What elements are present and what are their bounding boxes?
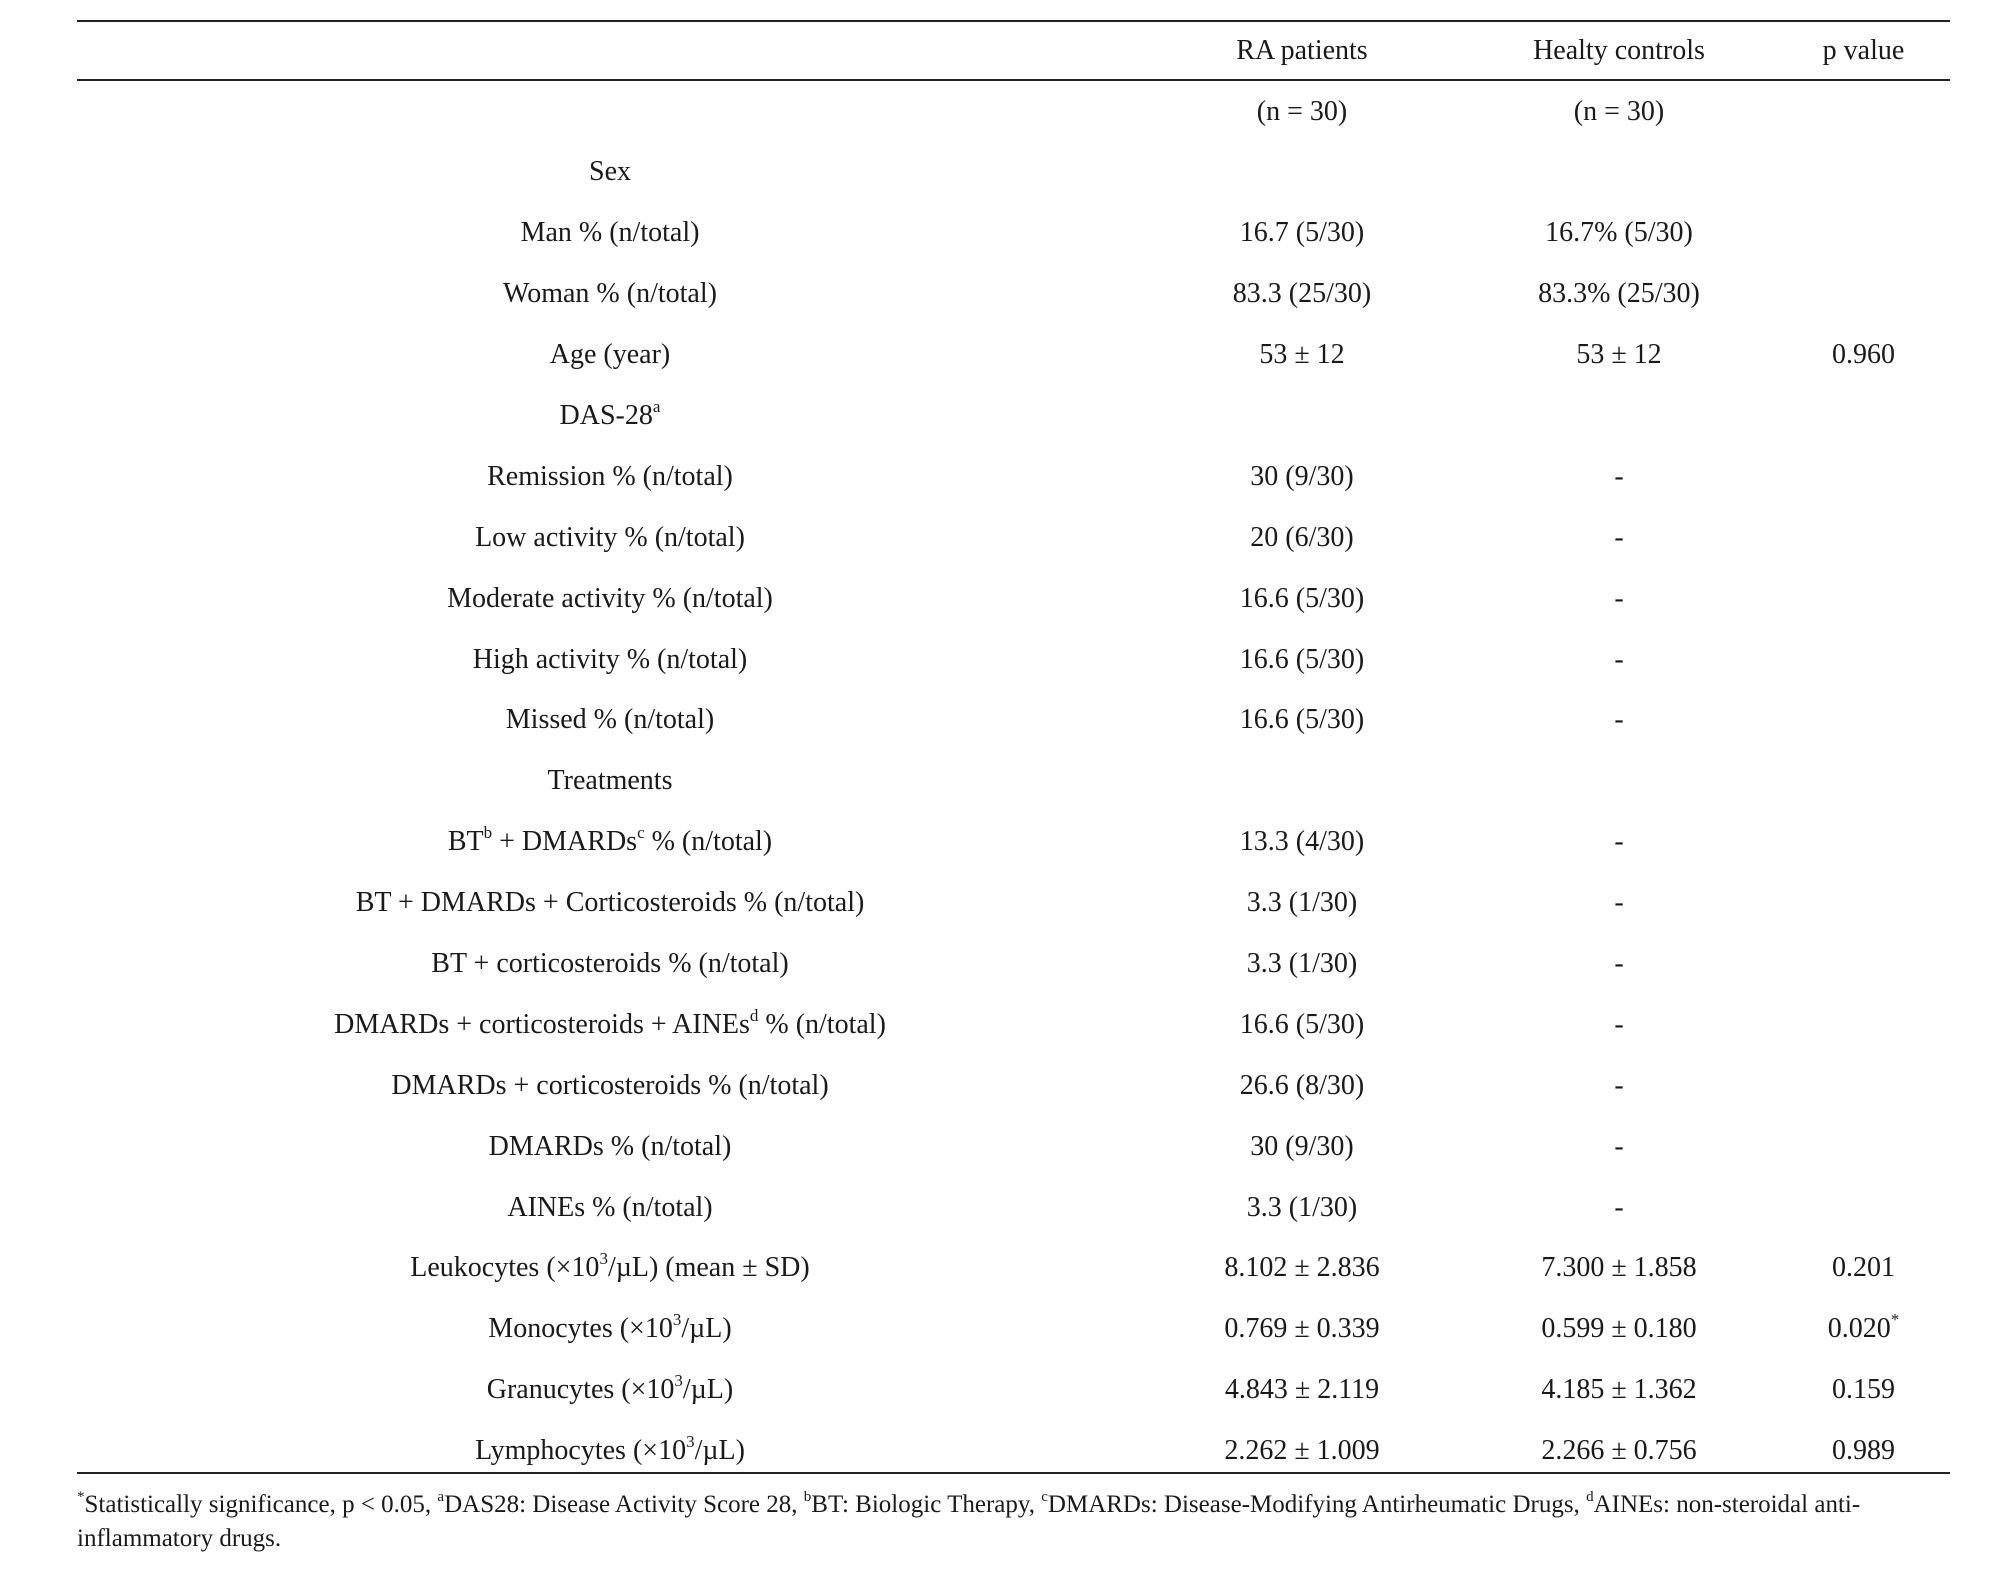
- row-label-part: /µL): [681, 1313, 732, 1345]
- ra-patients-value: 2.262 ± 1.009: [1224, 1435, 1380, 1467]
- row-label-cell: [77, 629, 1143, 690]
- p-value-cell: [1777, 142, 1950, 203]
- row-label-cell: [77, 1360, 1143, 1421]
- row-label-part: /µL): [682, 1374, 734, 1406]
- footnote-c-sup: c: [1041, 1488, 1048, 1505]
- p-value: 0.989: [1832, 1435, 1895, 1467]
- ra-patients-value: 3.3 (1/30): [1246, 948, 1358, 980]
- healthy-controls-value: -: [1614, 1191, 1624, 1223]
- row-label-superscript: 3: [672, 1310, 682, 1330]
- ra-patients-value: 8.102 ± 2.836: [1224, 1252, 1380, 1284]
- table-row: [77, 1055, 1950, 1116]
- p-value-cell: [1777, 994, 1950, 1055]
- p-value-cell: [1777, 203, 1950, 264]
- row-label-part: Granucytes (×10: [486, 1374, 675, 1406]
- bottom-rule: [77, 1472, 1950, 1474]
- row-label-part: Leukocytes (×10: [410, 1252, 600, 1284]
- table-row: [77, 812, 1950, 873]
- row-label: Low activity % (n/total): [475, 521, 745, 553]
- row-label-part: /µL): [694, 1435, 745, 1467]
- row-label-superscript: b: [483, 822, 493, 842]
- healthy-controls-value: -: [1614, 1130, 1624, 1162]
- row-label-cell: [77, 751, 1143, 812]
- p-value-cell: [1777, 386, 1950, 447]
- table-row: [77, 873, 1950, 934]
- n-p-cell: [1777, 82, 1950, 142]
- ra-patients-value: [1143, 386, 1461, 447]
- ra-patients-value: 4.843 ± 2.119: [1224, 1374, 1380, 1406]
- header-ra-patients: RA patients: [1236, 35, 1368, 66]
- healthy-controls-value: -: [1614, 1008, 1624, 1040]
- ra-patients-value: 16.7 (5/30): [1239, 217, 1365, 249]
- row-label-part: /µL) (mean ± SD): [607, 1252, 810, 1284]
- p-value: 0.020: [1827, 1313, 1891, 1345]
- row-label-cell: [77, 203, 1143, 264]
- row-label-cell: [77, 386, 1143, 447]
- row-label-superscript: c: [637, 822, 645, 842]
- row-label: Age (year): [549, 339, 671, 371]
- healthy-controls-value: -: [1614, 582, 1624, 614]
- p-value: 0.159: [1832, 1374, 1895, 1406]
- healthy-controls-value: -: [1614, 460, 1624, 492]
- row-label-cell: [77, 873, 1143, 934]
- row-label-superscript: 3: [686, 1431, 695, 1451]
- table-row: [77, 386, 1950, 447]
- ra-patients-value: 16.6 (5/30): [1239, 704, 1365, 736]
- healthy-controls-value: 4.185 ± 1.362: [1541, 1374, 1697, 1406]
- healthy-controls-value: 16.7% (5/30): [1545, 217, 1693, 249]
- row-label: Moderate activity % (n/total): [447, 582, 773, 614]
- footnote-c-text: DMARDs: Disease-Modifying Antirheumatic Drugs,: [1047, 1491, 1587, 1518]
- n-healthy-controls: (n = 30): [1573, 96, 1665, 127]
- table-header-row: [77, 20, 1950, 82]
- row-label-cell: [77, 1177, 1143, 1238]
- ra-patients-value: 0.769 ± 0.339: [1224, 1313, 1380, 1345]
- row-label-cell: [77, 994, 1143, 1055]
- row-label: DMARDs % (n/total): [488, 1130, 732, 1162]
- row-label-part: % (n/total): [758, 1008, 886, 1040]
- footnote-a-text: DAS28: Disease Activity Score 28,: [444, 1491, 804, 1518]
- p-value-cell: [1777, 812, 1950, 873]
- healthy-controls-value: -: [1614, 521, 1624, 553]
- table-row: [77, 446, 1950, 507]
- row-label-part: DAS-28: [559, 400, 653, 431]
- footnote-a-sup: a: [437, 1488, 445, 1505]
- p-value-cell: [1777, 751, 1950, 812]
- row-label-cell: [77, 1055, 1143, 1116]
- row-label: BT + DMARDs + Corticosteroids % (n/total): [355, 887, 865, 919]
- p-value-significance-marker: *: [1890, 1310, 1900, 1330]
- healthy-controls-value: -: [1614, 948, 1624, 980]
- header-p-value: p value: [1822, 35, 1905, 66]
- ra-patients-value: 30 (9/30): [1250, 1130, 1354, 1162]
- row-label-cell: [77, 812, 1143, 873]
- p-value-cell: [1777, 690, 1950, 751]
- row-label-cell: [77, 1238, 1143, 1299]
- healthy-controls-value: [1461, 386, 1777, 447]
- row-label: Woman % (n/total): [503, 278, 717, 310]
- p-value-cell: [1777, 1360, 1950, 1421]
- p-value-cell: [1777, 934, 1950, 995]
- row-label: Man % (n/total): [520, 217, 700, 249]
- row-label-superscript: d: [749, 1005, 759, 1025]
- top-rule: [77, 20, 1950, 22]
- footnote-d-text: AINEs: non-steroidal anti-inflammatory drugs.: [77, 1491, 1861, 1552]
- row-label-cell: [77, 568, 1143, 629]
- p-value: 0.201: [1832, 1252, 1895, 1284]
- row-label-cell: [77, 325, 1143, 386]
- ra-patients-value: 26.6 (8/30): [1239, 1069, 1365, 1101]
- characteristics-table: [77, 20, 1950, 1482]
- ra-patients-value: [1143, 751, 1461, 812]
- footnote-d-sup: d: [1586, 1488, 1594, 1505]
- p-value-cell: [1777, 264, 1950, 325]
- row-label: AINEs % (n/total): [507, 1191, 713, 1223]
- n-label-cell: [77, 82, 1143, 142]
- ra-patients-value: 20 (6/30): [1250, 521, 1354, 553]
- ra-patients-value: 13.3 (4/30): [1239, 826, 1365, 858]
- p-value-cell: [1777, 507, 1950, 568]
- row-label-cell: [77, 690, 1143, 751]
- row-label-cell: [77, 446, 1143, 507]
- healthy-controls-value: 0.599 ± 0.180: [1541, 1313, 1697, 1345]
- healthy-controls-value: -: [1614, 826, 1624, 858]
- p-value-cell: [1777, 1055, 1950, 1116]
- ra-patients-value: [1143, 142, 1461, 203]
- row-label-superscript: 3: [599, 1249, 608, 1269]
- row-label-cell: [77, 934, 1143, 995]
- row-label-superscript: 3: [674, 1370, 683, 1390]
- ra-patients-value: 30 (9/30): [1250, 460, 1354, 492]
- row-label-cell: [77, 1299, 1143, 1360]
- table-row: [77, 1238, 1950, 1299]
- table-row: [77, 1116, 1950, 1177]
- row-label-cell: [77, 142, 1143, 203]
- p-value-cell: [1777, 325, 1950, 386]
- healthy-controls-value: -: [1614, 643, 1624, 675]
- healthy-controls-value: -: [1614, 887, 1624, 919]
- healthy-controls-value: [1461, 751, 1777, 812]
- table-row: [77, 690, 1950, 751]
- row-label-part: Lymphocytes (×10: [475, 1435, 687, 1467]
- row-label-cell: [77, 264, 1143, 325]
- row-label: High activity % (n/total): [472, 643, 748, 675]
- ra-patients-value: 16.6 (5/30): [1239, 1008, 1365, 1040]
- row-label-part: % (n/total): [644, 826, 773, 858]
- healthy-controls-value: -: [1614, 1069, 1624, 1101]
- row-label-part: BT: [447, 826, 484, 858]
- row-label-cell: [77, 507, 1143, 568]
- header-rule: [77, 79, 1950, 81]
- footnote-b-sup: b: [803, 1488, 812, 1505]
- row-label-part: + DMARDs: [492, 826, 638, 858]
- row-label-part: Monocytes (×10: [488, 1313, 673, 1345]
- healthy-controls-value: 53 ± 12: [1576, 339, 1662, 371]
- row-label: DMARDs + corticosteroids % (n/total): [391, 1069, 829, 1101]
- header-healthy-controls: Healty controls: [1533, 35, 1705, 66]
- p-value-cell: [1777, 1177, 1950, 1238]
- ra-patients-value: 53 ± 12: [1259, 339, 1345, 371]
- ra-patients-value: 16.6 (5/30): [1239, 643, 1365, 675]
- table-row: [77, 507, 1950, 568]
- healthy-controls-value: 7.300 ± 1.858: [1541, 1252, 1697, 1284]
- table-row: [77, 1360, 1950, 1421]
- healthy-controls-value: -: [1614, 704, 1624, 736]
- footnote-star-text: Statistically significance, p < 0.05,: [84, 1491, 438, 1518]
- table-row: [77, 142, 1950, 203]
- p-value-cell: [1777, 1299, 1950, 1360]
- row-label: Treatments: [547, 765, 673, 797]
- table-row: [77, 934, 1950, 995]
- healthy-controls-value: [1461, 142, 1777, 203]
- table-footnote: [77, 1488, 1957, 1556]
- n-ra-patients: (n = 30): [1256, 96, 1348, 127]
- table-row: [77, 629, 1950, 690]
- row-label-cell: [77, 1116, 1143, 1177]
- row-label-part: DMARDs + corticosteroids + AINEs: [334, 1008, 750, 1040]
- footnote-star-sup: *: [77, 1488, 85, 1505]
- row-label: Missed % (n/total): [505, 704, 715, 736]
- ra-patients-value: 83.3 (25/30): [1232, 278, 1372, 310]
- row-label: Remission % (n/total): [487, 460, 733, 492]
- table-row: [77, 568, 1950, 629]
- table-row: [77, 264, 1950, 325]
- p-value-cell: [1777, 1116, 1950, 1177]
- row-label: BT + corticosteroids % (n/total): [431, 948, 789, 980]
- row-label-superscript: a: [652, 396, 661, 416]
- table-row: [77, 751, 1950, 812]
- header-label-cell: [77, 20, 1143, 82]
- sample-size-row: [77, 82, 1950, 142]
- table-row: [77, 1299, 1950, 1360]
- p-value: 0.960: [1832, 339, 1895, 371]
- p-value-cell: [1777, 568, 1950, 629]
- healthy-controls-value: 83.3% (25/30): [1538, 278, 1700, 310]
- table-row: [77, 203, 1950, 264]
- table-row: [77, 994, 1950, 1055]
- p-value-cell: [1777, 873, 1950, 934]
- table-row: [77, 1177, 1950, 1238]
- table-row: [77, 325, 1950, 386]
- ra-patients-value: 16.6 (5/30): [1239, 582, 1365, 614]
- ra-patients-value: 3.3 (1/30): [1246, 1191, 1358, 1223]
- row-label: Sex: [589, 156, 631, 188]
- healthy-controls-value: 2.266 ± 0.756: [1541, 1435, 1697, 1467]
- ra-patients-value: 3.3 (1/30): [1246, 887, 1358, 919]
- p-value-cell: [1777, 629, 1950, 690]
- footnote-b-text: BT: Biologic Therapy,: [811, 1491, 1042, 1518]
- p-value-cell: [1777, 1238, 1950, 1299]
- p-value-cell: [1777, 446, 1950, 507]
